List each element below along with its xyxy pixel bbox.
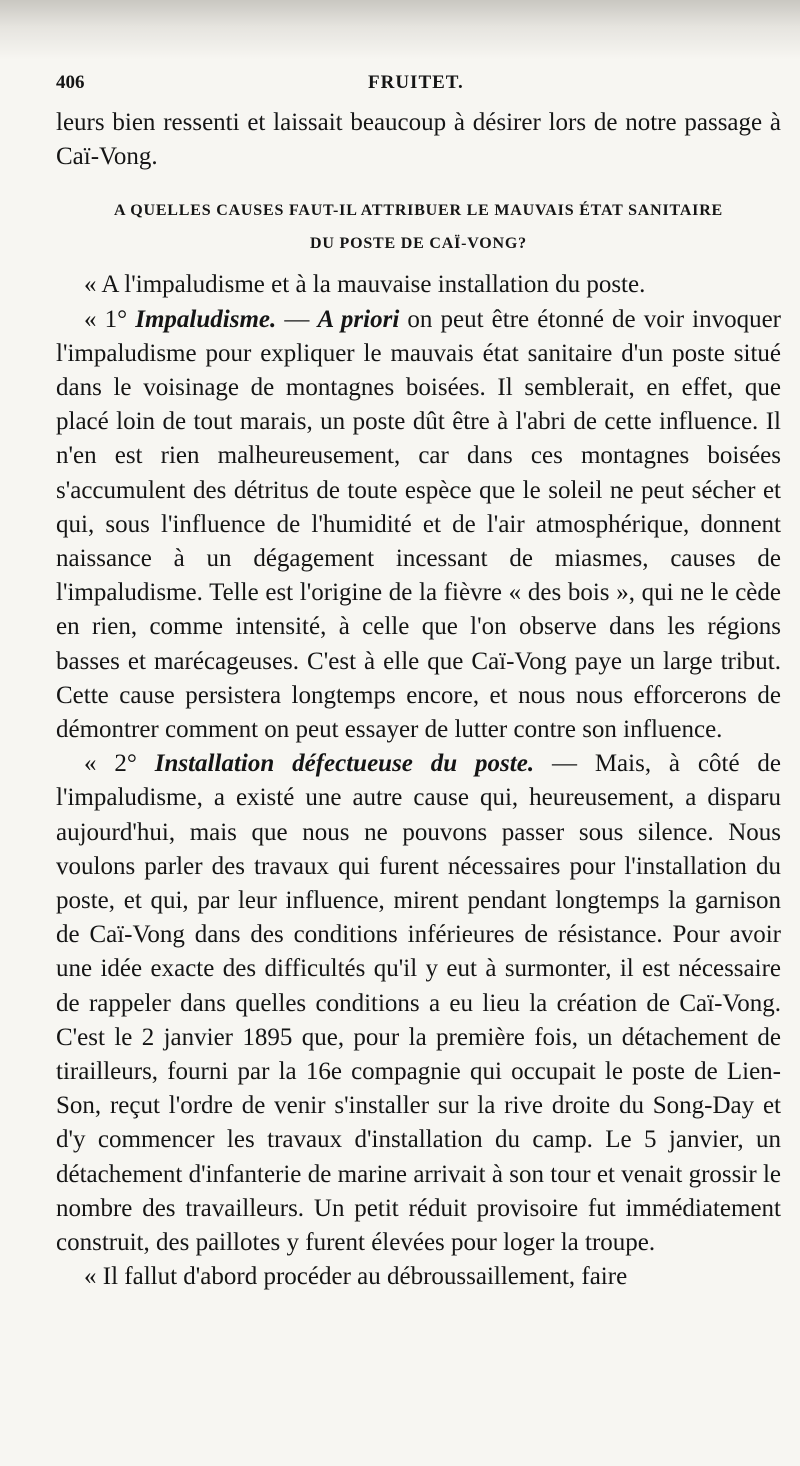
impaludisme-title: Impaludisme.	[135, 305, 277, 333]
page-number: 406	[56, 72, 85, 93]
intro-paragraph: « A l'impaludisme et à la mauvaise installation du poste.	[84, 271, 646, 299]
section-heading-line-2: DU POSTE DE CAÏ-VONG?	[310, 235, 527, 253]
running-title: FRUITET.	[368, 72, 464, 93]
installation-title: Installation défectueuse du poste.	[154, 750, 535, 778]
installation-text: — Mais, à côté de l'impaludisme, a existé une autre cause qui, heureusement, a disparu aujourd'hui, mais que nous ne pouvons passer sous silence. Nous voulons parler des travaux qui furent nécessaires pour l'installation du poste, et qui, par leur influence, mirent pendant longtemps la garnison de Caï-Vong dans des conditions inférieures de résistance. Pour avoir une idée exacte des difficultés qu'il y eut à surmonter, il est nécessaire de rappeler dans quelles conditions a eu lieu la création de Caï-Vong. C'est le 2 janvier 1895 que, pour la première fois, un détachement de tirailleurs, fourni par la 16e compagnie qui occupait le poste de Lien-Son, reçut l'ordre de venir s'installer sur la rive droite du Song-Day et d'y commencer les travaux d'installation du camp. Le 5 janvier, un détachement d'infanterie de marine arrivait à son tour et venait grossir le nombre des travailleurs. Un petit réduit provisoire fut immédiatement construit, des paillotes y furent élevées pour loger la troupe.	[56, 750, 782, 1257]
page-body	[56, 106, 781, 1295]
installation-paragraph	[56, 747, 781, 1260]
impaludisme-number: « 1°	[84, 305, 136, 333]
page-header	[56, 64, 780, 96]
installation-number: « 2°	[84, 750, 155, 778]
continuation-paragraph: leurs bien ressenti et laissait beaucoup à désirer lors de notre passage à Caï-Vong.	[56, 109, 781, 171]
impaludisme-dash: —	[276, 305, 318, 333]
impaludisme-paragraph	[56, 303, 781, 748]
impaludisme-text: on peut être étonné de voir invoquer l'impaludisme pour expliquer le mauvais état sanitaire d'un poste situé dans le voisinage de montagnes boisées. Il semblerait, en effet, que placé loin de tout marais, un poste dût être à l'abri de cette influence. Il n'en est rien malheureusement, car dans ces montagnes boisées s'accumulent des détritus de toute espèce que le soleil ne peut sécher et qui, sous l'influence de l'humidité et de l'air atmosphérique, donnent naissance à un dégagement incessant de miasmes, causes de l'impaludisme. Telle est l'origine de la fièvre « des bois », qui ne le cède en rien, comme intensité, à celle que l'on observe dans les régions basses et marécageuses. C'est à elle que Caï-Vong paye un large tribut. Cette cause persistera longtemps encore, et nous nous efforcerons de démontrer comment on peut essayer de lutter contre son influence.	[56, 305, 782, 744]
section-heading-line-1: A QUELLES CAUSES FAUT-IL ATTRIBUER LE MAUVAIS ÉTAT SANITAIRE	[113, 202, 724, 220]
final-paragraph: « Il fallut d'abord procéder au débroussaillement, faire	[84, 1263, 628, 1291]
page-scan-shadow	[0, 0, 800, 60]
a-priori-phrase: A priori	[317, 305, 400, 333]
section-heading	[56, 194, 781, 260]
